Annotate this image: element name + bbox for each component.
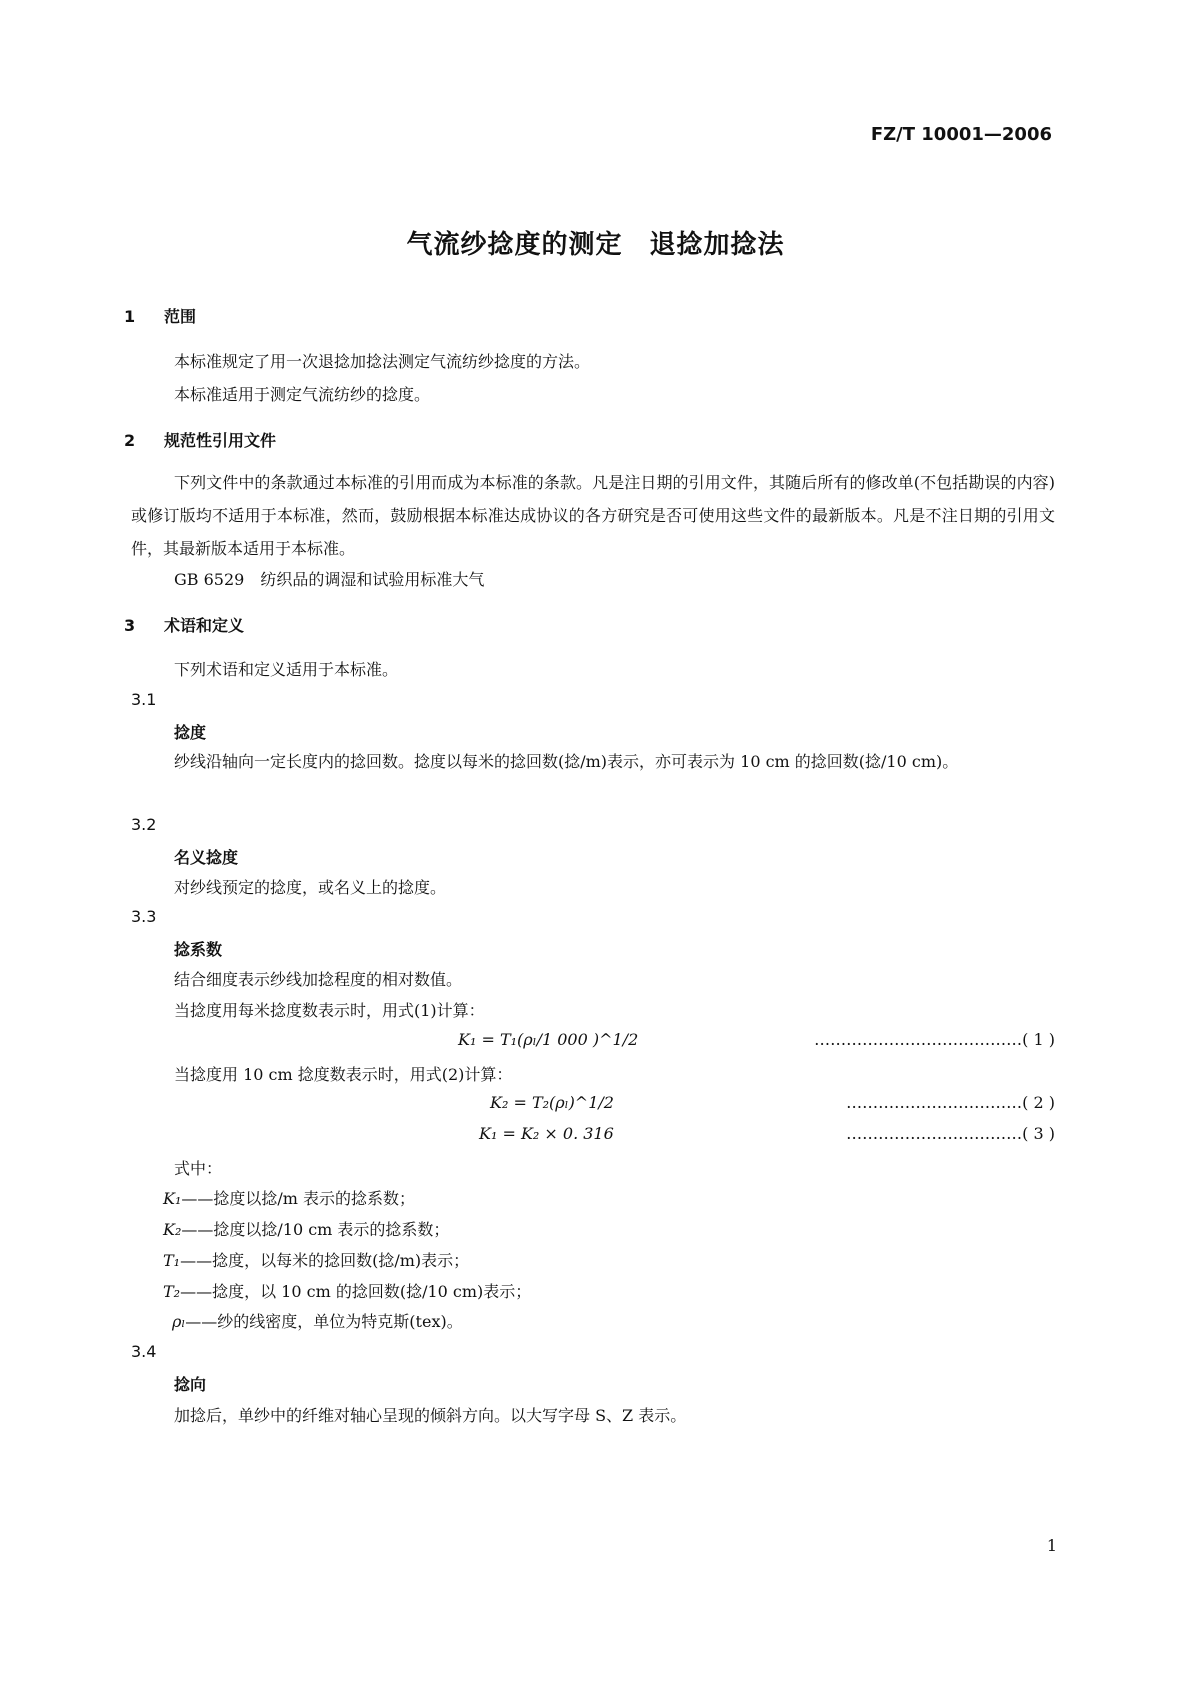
clause-number: 3.1 [131, 690, 157, 709]
normative-reference: GB 6529 纺织品的调湿和试验用标准大气 [174, 570, 485, 589]
formula-1: K₁ = T₁(ρₗ/1 000 )^1/2 [458, 1030, 639, 1049]
term: 捻度 [174, 723, 207, 742]
formula-2-number: ……………………………( 2 ) [846, 1093, 1055, 1112]
term: 捻向 [174, 1375, 207, 1394]
formula-3-number: ……………………………( 3 ) [846, 1124, 1055, 1143]
paragraph: 下列文件中的条款通过本标准的引用而成为本标准的条款。凡是注日期的引用文件，其随后所有的修改单(不包括勘误的内容)或修订版均不适用于本标准，然而，鼓励根据本标准达成协议的各方研究是否可使用这些文件的最新版本。凡是不注日期的引用文件，其最新版本适用于本标准。 [131, 473, 1055, 558]
clause-number: 3.3 [131, 907, 157, 926]
standard-number: FZ/T 10001—2006 [870, 124, 1052, 145]
term: 名义捻度 [174, 848, 239, 867]
section-title: 术语和定义 [164, 616, 245, 635]
variable-text: ——捻度以捻/10 cm 表示的捻系数； [181, 1220, 450, 1239]
where-label: 式中： [174, 1159, 223, 1178]
formula-1-number: …………………………………( 1 ) [814, 1030, 1055, 1049]
variable-definition [163, 1248, 469, 1271]
paragraph: 当捻度用 10 cm 捻度数表示时，用式(2)计算： [174, 1065, 513, 1084]
section-number: 2 [124, 431, 136, 450]
paragraph: 下列术语和定义适用于本标准。 [174, 660, 399, 679]
section-title: 范围 [164, 307, 197, 326]
section-number: 3 [124, 616, 136, 635]
term: 捻系数 [174, 940, 223, 959]
variable-text: ——捻度，以 10 cm 的捻回数(捻/10 cm)表示； [180, 1282, 532, 1301]
variable-text: ——纱的线密度，单位为特克斯(tex)。 [185, 1312, 463, 1331]
variable-definition [163, 1186, 415, 1209]
variable-symbol: K₂ [163, 1220, 182, 1239]
section-number: 1 [124, 307, 136, 326]
definition: 对纱线预定的捻度，或名义上的捻度。 [174, 878, 447, 897]
variable-symbol: ρₗ [172, 1312, 186, 1331]
variable-text: ——捻度以捻/m 表示的捻系数； [181, 1189, 416, 1208]
section-2-heading [124, 428, 276, 451]
paragraph: 当捻度用每米捻度数表示时，用式(1)计算： [174, 1001, 485, 1020]
paragraph: 本标准适用于测定气流纺纱的捻度。 [174, 385, 431, 404]
section-title: 规范性引用文件 [164, 431, 277, 450]
variable-definition [172, 1309, 463, 1332]
section-1-heading [124, 304, 196, 327]
definition: 结合细度表示纱线加捻程度的相对数值。 [174, 970, 463, 989]
variable-symbol: T₁ [163, 1251, 181, 1270]
variable-definition [163, 1279, 531, 1302]
formula-3: K₁ = K₂ × 0. 316 [479, 1124, 614, 1143]
section-3-heading [124, 613, 244, 636]
document-title: 气流纱捻度的测定 退捻加捻法 [406, 230, 785, 260]
paragraph: 本标准规定了用一次退捻加捻法测定气流纺纱捻度的方法。 [174, 352, 591, 371]
definition: 加捻后，单纱中的纤维对轴心呈现的倾斜方向。以大写字母 S、Z 表示。 [174, 1406, 687, 1425]
definition: 纱线沿轴向一定长度内的捻回数。捻度以每米的捻回数(捻/m)表示，亦可表示为 10 cm 的捻回数(捻/10 cm)。 [174, 752, 959, 771]
variable-symbol: K₁ [163, 1189, 182, 1208]
clause-number: 3.2 [131, 815, 157, 834]
page-number: 1 [1046, 1536, 1057, 1555]
formula-2: K₂ = T₂(ρₗ)^1/2 [490, 1093, 614, 1112]
variable-text: ——捻度，以每米的捻回数(捻/m)表示； [180, 1251, 470, 1270]
variable-symbol: T₂ [163, 1282, 181, 1301]
variable-definition [163, 1217, 449, 1240]
clause-number: 3.4 [131, 1342, 157, 1361]
